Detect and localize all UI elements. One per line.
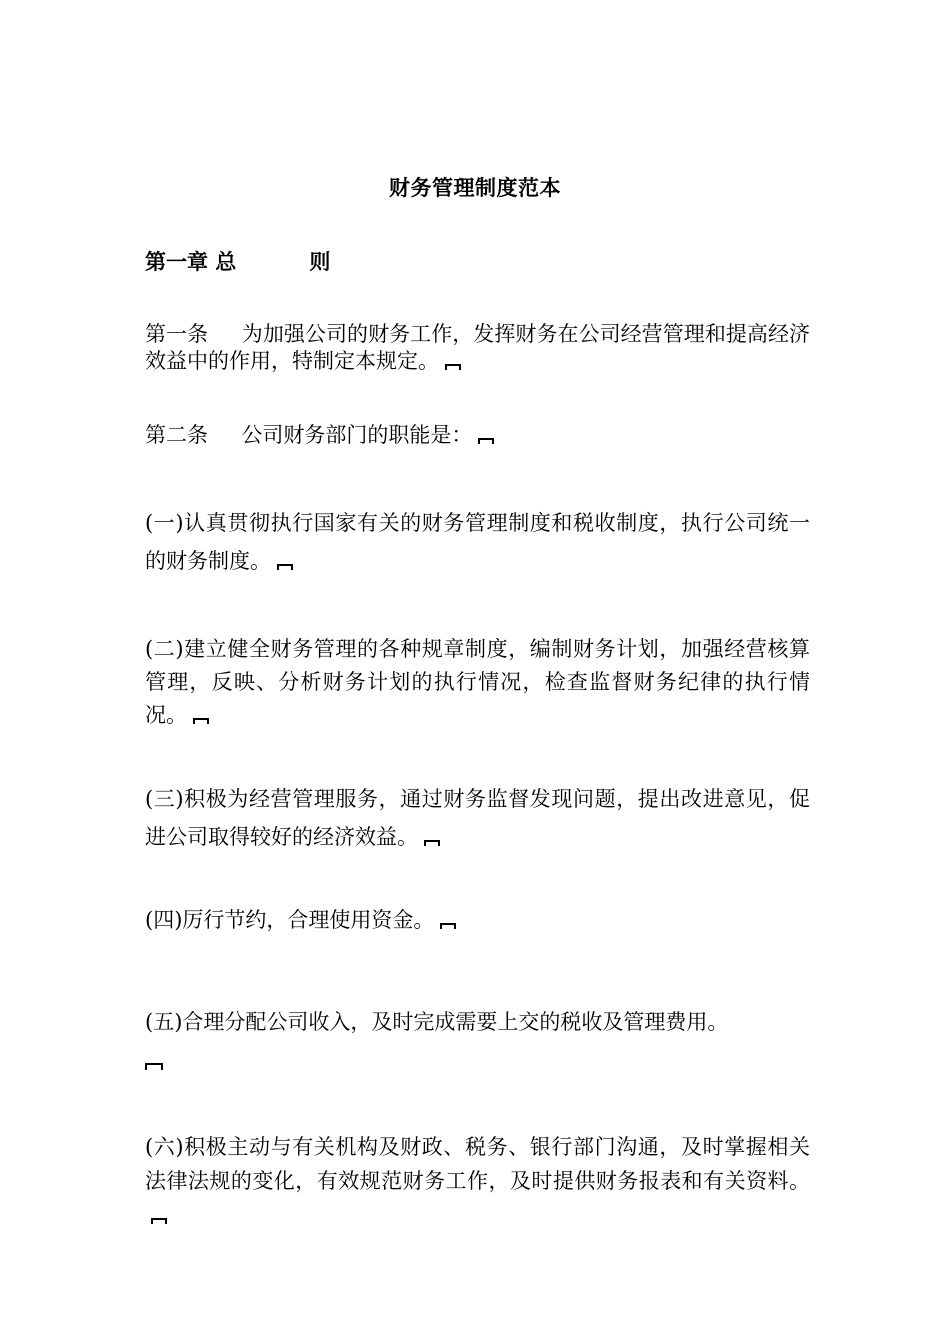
list-item	[145, 1130, 810, 1232]
document-title: 财务管理制度范本	[389, 175, 561, 200]
list-item	[145, 1009, 810, 1036]
article-label: 第一条	[145, 322, 209, 346]
list-item	[145, 633, 810, 732]
list-item-text: (三)积极为经营管理服务，通过财务监督发现问题，提出改进意见，促进公司取得较好的经济效益。	[145, 787, 810, 849]
list-item-text: (六)积极主动与有关机构及财政、税务、银行部门沟通，及时掌握相关法律法规的变化，有效规范财务工作，及时提供财务报表和有关资料。	[145, 1135, 810, 1193]
article-1	[145, 321, 810, 375]
list-item-text: (二)建立健全财务管理的各种规章制度，编制财务计划，加强经营核算管理，反映、分析财务计划的执行情况，检查监督财务纪律的执行情况。	[145, 637, 810, 727]
list-item	[145, 504, 810, 580]
paragraph-mark-icon	[478, 438, 494, 444]
paragraph-mark-icon	[277, 564, 293, 570]
list-item	[145, 780, 810, 856]
chapter-heading: 第一章 总 则	[145, 249, 331, 274]
list-item-text: (四)厉行节约，合理使用资金。	[145, 908, 435, 932]
article-text: 为加强公司的财务工作，发挥财务在公司经营管理和提高经济效益中的作用，特制定本规定。	[145, 322, 811, 373]
article-label: 第二条	[145, 423, 208, 447]
paragraph-mark-icon	[151, 1218, 167, 1224]
list-item	[145, 907, 810, 934]
paragraph-mark-icon	[445, 364, 461, 370]
paragraph-mark-icon	[424, 840, 440, 846]
list-item-text: (一)认真贯彻执行国家有关的财务管理制度和税收制度，执行公司统一的财务制度。	[145, 511, 810, 573]
paragraph-mark-icon	[145, 1063, 163, 1070]
paragraph-mark-icon	[193, 718, 209, 724]
article-2	[145, 422, 810, 449]
article-text: 公司财务部门的职能是：	[241, 423, 473, 447]
paragraph-mark-icon	[440, 923, 456, 929]
list-item-text: (五)合理分配公司收入，及时完成需要上交的税收及管理费用。	[145, 1010, 729, 1034]
